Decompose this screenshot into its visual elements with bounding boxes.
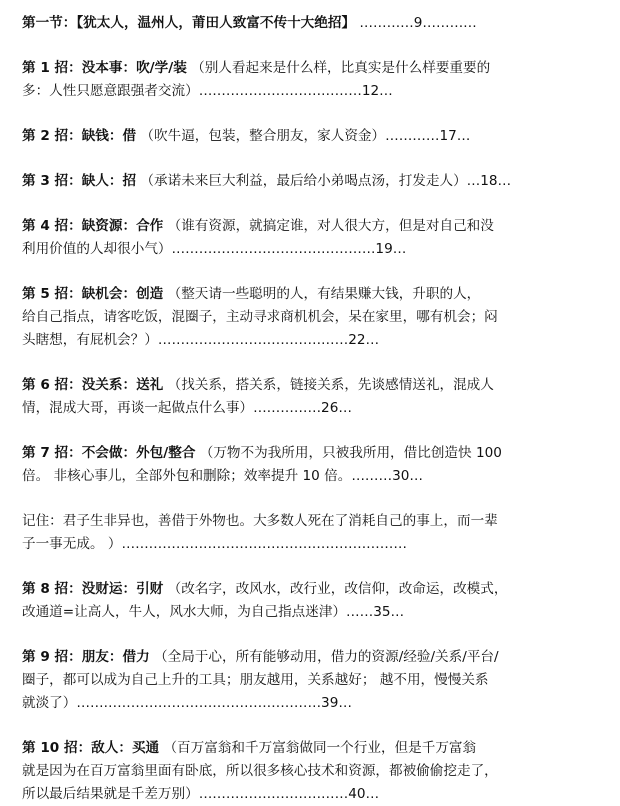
toc-line — [22, 397, 598, 420]
entry-spacer — [22, 352, 598, 374]
toc-entry — [22, 510, 598, 556]
entry-text: （全局于心，所有能够动用，借力的资源/经验/关系/平台/ — [154, 649, 499, 665]
entry-spacer — [22, 261, 598, 283]
toc-entry — [22, 374, 598, 420]
entry-heading: 第 9 招：朋友：借力 — [22, 649, 150, 665]
toc-entry — [22, 578, 598, 624]
entry-text: 给自己指点，请客吃饭，混圈子，主动寻求商机机会，呆在家里，哪有机会；闷 — [22, 309, 498, 325]
toc-entry — [22, 283, 598, 352]
entry-text: 子一事无成。 ）……………………………………………………… — [22, 536, 407, 552]
entry-text: （百万富翁和千万富翁做同一个行业，但是千万富翁 — [163, 740, 477, 756]
toc-entry — [22, 170, 598, 193]
entry-text: 利用价值的人却很小气）………………………………………19… — [22, 241, 407, 257]
entry-spacer — [22, 715, 598, 737]
toc-line — [22, 510, 598, 533]
toc-line — [22, 170, 598, 193]
entry-text: （万物不为我所用，只被我所用，借比创造快 100 — [199, 445, 502, 461]
toc-line — [22, 783, 598, 806]
toc-line — [22, 578, 598, 601]
toc-line — [22, 80, 598, 103]
toc-line — [22, 12, 598, 35]
toc-line — [22, 306, 598, 329]
entry-text: 圈子，都可以成为自己上升的工具；朋友越用，关系越好； 越不用，慢慢关系 — [22, 672, 489, 688]
toc-entry — [22, 12, 598, 35]
entry-text: 就淡了）………………………………………………39… — [22, 695, 352, 711]
toc-line — [22, 465, 598, 488]
toc-entry — [22, 646, 598, 715]
entry-spacer — [22, 488, 598, 510]
toc-entry — [22, 125, 598, 148]
entry-text: 所以最后结果就是千差万别）……………………………40… — [22, 786, 380, 802]
toc-line — [22, 760, 598, 783]
entry-text: 倍。 非核心事儿，全部外包和删除；效率提升 10 倍。………30… — [22, 468, 423, 484]
toc-line — [22, 669, 598, 692]
entry-text: （承诺未来巨大利益，最后给小弟喝点汤，打发走人）…18… — [140, 173, 512, 189]
toc-line — [22, 646, 598, 669]
entry-heading: 第 2 招：缺钱：借 — [22, 128, 137, 144]
toc-line — [22, 442, 598, 465]
toc-line — [22, 57, 598, 80]
entry-heading: 第 7 招：不会做：外包/整合 — [22, 445, 196, 461]
toc-entry — [22, 57, 598, 103]
toc-line — [22, 329, 598, 352]
toc-line — [22, 737, 598, 760]
entry-text: 头瞎想，有屁机会？）……………………………………22… — [22, 332, 380, 348]
entry-spacer — [22, 35, 598, 57]
toc-line — [22, 601, 598, 624]
entry-text: 就是因为在百万富翁里面有卧底，所以很多核心技术和资源，都被偷偷挖走了， — [22, 763, 498, 779]
entry-text: （谁有资源，就搞定谁，对人很大方，但是对自己和没 — [167, 218, 494, 234]
entry-text: 多：人性只愿意跟强者交流）………………………………12… — [22, 83, 393, 99]
entry-text: 改通道=让高人，牛人，风水大师，为自己指点迷津）……35… — [22, 604, 405, 620]
entry-heading: 第 8 招：没财运：引财 — [22, 581, 164, 597]
entry-heading: 第一节：【犹太人，温州人，莆田人致富不传十大绝招】 — [22, 15, 356, 31]
entry-spacer — [22, 193, 598, 215]
entry-spacer — [22, 624, 598, 646]
toc-line — [22, 125, 598, 148]
entry-heading: 第 4 招：缺资源：合作 — [22, 218, 164, 234]
toc-line — [22, 533, 598, 556]
toc-line — [22, 374, 598, 397]
entry-spacer — [22, 420, 598, 442]
entry-heading: 第 1 招：没本事：吹/学/装 — [22, 60, 187, 76]
entry-spacer — [22, 556, 598, 578]
entry-text: （找关系，搭关系，链接关系，先谈感情送礼，混成人 — [167, 377, 494, 393]
entry-spacer — [22, 148, 598, 170]
entry-text: （改名字，改风水，改行业，改信仰，改命运，改模式， — [167, 581, 508, 597]
entry-text: （吹牛逼，包装，整合朋友，家人资金）…………17… — [140, 128, 471, 144]
entry-spacer — [22, 103, 598, 125]
toc-line — [22, 692, 598, 715]
entry-text: 情，混成大哥，再谈一起做点什么事）……………26… — [22, 400, 352, 416]
entry-heading: 第 10 招：敌人：买通 — [22, 740, 160, 756]
toc-entry — [22, 215, 598, 261]
entry-text: …………9………… — [359, 15, 477, 31]
entry-heading: 第 3 招：缺人：招 — [22, 173, 137, 189]
toc-entry — [22, 442, 598, 488]
toc-line — [22, 238, 598, 261]
entry-text: 记住：君子生非异也，善借于外物也。大多数人死在了消耗自己的事上，而一辈 — [22, 513, 498, 529]
entry-heading: 第 6 招：没关系：送礼 — [22, 377, 164, 393]
entry-text: （整天请一些聪明的人，有结果赚大钱，升职的人， — [167, 286, 481, 302]
toc-line — [22, 215, 598, 238]
toc-entry — [22, 737, 598, 806]
entry-heading: 第 5 招：缺机会：创造 — [22, 286, 164, 302]
entry-text: （别人看起来是什么样，比真实是什么样要重要的 — [191, 60, 491, 76]
toc-line — [22, 283, 598, 306]
